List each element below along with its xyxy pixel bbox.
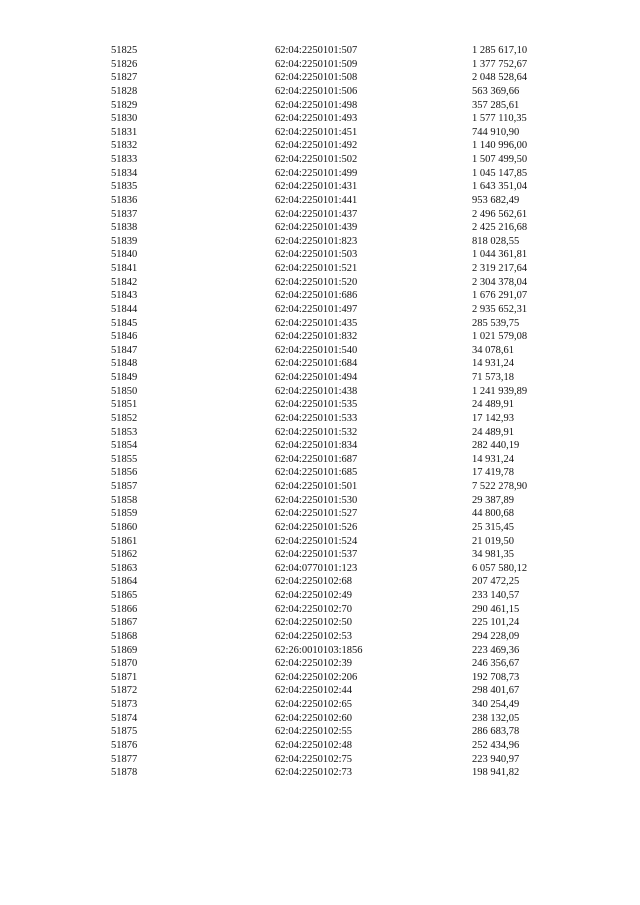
row-number: 51865: [111, 590, 138, 601]
row-number: 51828: [111, 85, 138, 97]
cadastral-number: 62:04:2250101:530: [275, 494, 358, 506]
table-row: [0, 453, 640, 467]
row-number: 51864: [111, 576, 138, 588]
cadastral-value: 2 496 562,61: [472, 208, 528, 220]
cadastral-value: 14 931,24: [472, 453, 514, 465]
cadastral-value: 2 425 216,68: [472, 222, 528, 234]
cadastral-number: 62:04:0770101:123: [275, 562, 358, 574]
table-row: [0, 494, 640, 508]
row-number: 51877: [111, 753, 138, 765]
row-number: 51876: [111, 739, 138, 751]
row-number: 51831: [111, 126, 138, 138]
row-number: 51860: [111, 521, 138, 533]
cadastral-value: 1 044 361,81: [472, 249, 528, 261]
cadastral-number: 62:04:2250101:437: [275, 208, 358, 220]
row-number: 51843: [111, 290, 138, 302]
cadastral-number: 62:04:2250101:439: [275, 222, 358, 234]
cadastral-value: 818 028,55: [472, 235, 520, 247]
row-number: 51847: [111, 344, 138, 356]
cadastral-value: 1 577 110,35: [472, 113, 527, 125]
cadastral-number: 62:04:2250101:527: [275, 508, 358, 520]
table-row: [0, 766, 640, 780]
cadastral-number: 62:04:2250102:49: [275, 590, 353, 601]
cadastral-number: 62:04:2250101:501: [275, 481, 358, 492]
row-number: 51858: [111, 494, 138, 506]
row-number: 51853: [111, 426, 138, 438]
cadastral-number: 62:04:2250101:508: [275, 72, 358, 84]
row-number: 51833: [111, 154, 138, 165]
cadastral-number: 62:04:2250101:503: [275, 249, 358, 261]
row-number: 51866: [111, 603, 138, 615]
cadastral-value: 238 132,05: [472, 712, 520, 724]
table-row: [0, 276, 640, 290]
table-row: [0, 194, 640, 208]
cadastral-number: 62:04:2250101:431: [275, 181, 358, 193]
table-row: [0, 44, 640, 58]
table-row: [0, 412, 640, 426]
cadastral-number: 62:04:2250101:685: [275, 467, 358, 479]
cadastral-number: 62:04:2250101:507: [275, 45, 358, 56]
row-number: 51851: [111, 399, 138, 411]
row-number: 51857: [111, 481, 138, 492]
cadastral-value: 744 910,90: [472, 126, 520, 138]
cadastral-value: 252 434,96: [472, 739, 520, 751]
row-number: 51837: [111, 208, 138, 220]
cadastral-value: 34 981,35: [472, 549, 514, 561]
cadastral-value: 1 021 579,08: [472, 331, 528, 343]
table-row: [0, 330, 640, 344]
cadastral-number: 62:04:2250101:832: [275, 331, 358, 343]
cadastral-value: 207 472,25: [472, 576, 520, 588]
table-row: [0, 85, 640, 99]
cadastral-number: 62:04:2250101:533: [275, 412, 358, 424]
cadastral-number: 62:26:0010103:1856: [275, 644, 363, 656]
cadastral-value: 24 489,91: [472, 426, 514, 438]
cadastral-value: 223 469,36: [472, 644, 520, 656]
table-row: [0, 671, 640, 685]
cadastral-value: 1 285 617,10: [472, 45, 528, 56]
cadastral-value: 357 285,61: [472, 99, 520, 111]
table-row: [0, 439, 640, 453]
cadastral-number: 62:04:2250101:435: [275, 317, 358, 329]
cadastral-value: 1 643 351,04: [472, 181, 528, 193]
row-number: 51838: [111, 222, 138, 234]
cadastral-value: 29 387,89: [472, 494, 514, 506]
cadastral-value: 1 140 996,00: [472, 140, 528, 152]
cadastral-value: 953 682,49: [472, 194, 520, 206]
row-number: 51868: [111, 630, 138, 642]
table-row: [0, 466, 640, 480]
cadastral-number: 62:04:2250101:438: [275, 385, 358, 397]
table-row: [0, 303, 640, 317]
row-number: 51852: [111, 412, 138, 424]
cadastral-value: 298 401,67: [472, 685, 520, 697]
row-number: 51856: [111, 467, 138, 479]
row-number: 51850: [111, 385, 138, 397]
table-row: [0, 58, 640, 72]
cadastral-value: 563 369,66: [472, 85, 520, 97]
cadastral-value: 1 507 499,50: [472, 154, 528, 165]
table-row: [0, 548, 640, 562]
cadastral-value: 25 315,45: [472, 521, 514, 533]
table-row: [0, 385, 640, 399]
table-row: [0, 426, 640, 440]
row-number: 51842: [111, 276, 138, 288]
cadastral-value: 1 676 291,07: [472, 290, 528, 302]
cadastral-value: 2 304 378,04: [472, 276, 528, 288]
table-row: [0, 371, 640, 385]
cadastral-number: 62:04:2250102:50: [275, 617, 353, 629]
row-number: 51834: [111, 167, 138, 179]
table-row: [0, 644, 640, 658]
cadastral-number: 62:04:2250102:48: [275, 739, 353, 751]
row-number: 51875: [111, 726, 138, 738]
row-number: 51835: [111, 181, 138, 193]
table-row: [0, 753, 640, 767]
table-row: [0, 112, 640, 126]
table-row: [0, 221, 640, 235]
row-number: 51844: [111, 303, 138, 315]
cadastral-number: 62:04:2250101:494: [275, 372, 358, 383]
cadastral-value: 2 935 652,31: [472, 303, 528, 315]
table-row: [0, 521, 640, 535]
row-number: 51863: [111, 562, 138, 574]
cadastral-number: 62:04:2250101:526: [275, 521, 358, 533]
table-row: [0, 684, 640, 698]
cadastral-number: 62:04:2250101:686: [275, 290, 358, 302]
cadastral-value: 1 241 939,89: [472, 385, 528, 397]
cadastral-value: 2 048 528,64: [472, 72, 528, 84]
row-number: 51871: [111, 671, 138, 683]
table-row: [0, 248, 640, 262]
table-row: [0, 535, 640, 549]
cadastral-value: 286 683,78: [472, 726, 520, 738]
row-number: 51872: [111, 685, 138, 697]
cadastral-number: 62:04:2250102:53: [275, 630, 353, 642]
row-number: 51869: [111, 644, 138, 656]
row-number: 51861: [111, 535, 138, 547]
cadastral-value: 6 057 580,12: [472, 562, 528, 574]
cadastral-value: 246 356,67: [472, 658, 520, 670]
row-number: 51829: [111, 99, 138, 111]
cadastral-number: 62:04:2250101:502: [275, 154, 358, 165]
cadastral-number: 62:04:2250101:823: [275, 235, 358, 247]
row-number: 51859: [111, 508, 138, 520]
row-number: 51827: [111, 72, 138, 84]
cadastral-value: 34 078,61: [472, 344, 514, 356]
table-row: [0, 262, 640, 276]
table-row: [0, 657, 640, 671]
cadastral-value: 294 228,09: [472, 630, 520, 642]
cadastral-value: 44 800,68: [472, 508, 514, 520]
cadastral-number: 62:04:2250101:451: [275, 126, 358, 138]
cadastral-value: 17 142,93: [472, 412, 514, 424]
cadastral-number: 62:04:2250101:441: [275, 194, 358, 206]
table-row: [0, 99, 640, 113]
table-row: [0, 507, 640, 521]
cadastral-value: 17 419,78: [472, 467, 514, 479]
cadastral-number: 62:04:2250102:39: [275, 658, 353, 670]
cadastral-number: 62:04:2250101:535: [275, 399, 358, 411]
table-row: [0, 698, 640, 712]
row-number: 51855: [111, 453, 138, 465]
cadastral-number: 62:04:2250101:537: [275, 549, 358, 561]
table-row: [0, 208, 640, 222]
table-row: [0, 126, 640, 140]
cadastral-value: 285 539,75: [472, 317, 520, 329]
row-number: 51874: [111, 712, 138, 724]
cadastral-value: 233 140,57: [472, 590, 520, 601]
cadastral-number: 62:04:2250102:44: [275, 685, 353, 697]
cadastral-value: 192 708,73: [472, 671, 520, 683]
cadastral-value: 223 940,97: [472, 753, 520, 765]
cadastral-number: 62:04:2250102:68: [275, 576, 353, 588]
cadastral-value: 1 045 147,85: [472, 167, 528, 179]
row-number: 51870: [111, 658, 138, 670]
table-row: [0, 562, 640, 576]
table-row: [0, 180, 640, 194]
table-row: [0, 712, 640, 726]
row-number: 51867: [111, 617, 138, 629]
table-row: [0, 575, 640, 589]
cadastral-number: 62:04:2250101:524: [275, 535, 358, 547]
cadastral-number: 62:04:2250101:834: [275, 440, 358, 452]
row-number: 51825: [111, 45, 138, 56]
table-row: [0, 289, 640, 303]
row-number: 51841: [111, 263, 138, 274]
cadastral-number: 62:04:2250101:520: [275, 276, 358, 288]
cadastral-value: 225 101,24: [472, 617, 520, 629]
cadastral-value: 1 377 752,67: [472, 58, 528, 70]
cadastral-number: 62:04:2250101:532: [275, 426, 358, 438]
cadastral-number: 62:04:2250102:206: [275, 671, 358, 683]
table-row: [0, 616, 640, 630]
row-number: 51845: [111, 317, 138, 329]
table-row: [0, 139, 640, 153]
row-number: 51830: [111, 113, 138, 125]
table-row: [0, 317, 640, 331]
row-number: 51848: [111, 358, 138, 370]
table-row: [0, 167, 640, 181]
row-number: 51862: [111, 549, 138, 561]
row-number: 51854: [111, 440, 138, 452]
table-row: [0, 357, 640, 371]
cadastral-value: 2 319 217,64: [472, 263, 528, 274]
row-number: 51826: [111, 58, 138, 70]
cadastral-number: 62:04:2250101:497: [275, 303, 358, 315]
table-row: [0, 398, 640, 412]
cadastral-number: 62:04:2250102:73: [275, 767, 353, 779]
cadastral-number: 62:04:2250102:65: [275, 699, 353, 710]
cadastral-value: 71 573,18: [472, 372, 514, 383]
cadastral-number: 62:04:2250102:60: [275, 712, 353, 724]
table-row: [0, 344, 640, 358]
row-number: 51849: [111, 372, 138, 383]
cadastral-number: 62:04:2250101:498: [275, 99, 358, 111]
table-row: [0, 739, 640, 753]
cadastral-value: 7 522 278,90: [472, 481, 528, 492]
cadastral-value: 14 931,24: [472, 358, 514, 370]
row-number: 51873: [111, 699, 138, 710]
row-number: 51832: [111, 140, 138, 152]
data-table: [0, 44, 640, 780]
row-number: 51846: [111, 331, 138, 343]
cadastral-number: 62:04:2250101:493: [275, 113, 358, 125]
cadastral-value: 290 461,15: [472, 603, 520, 615]
table-row: [0, 71, 640, 85]
cadastral-number: 62:04:2250101:540: [275, 344, 358, 356]
cadastral-value: 21 019,50: [472, 535, 514, 547]
table-row: [0, 153, 640, 167]
row-number: 51839: [111, 235, 138, 247]
cadastral-number: 62:04:2250102:55: [275, 726, 353, 738]
cadastral-number: 62:04:2250102:75: [275, 753, 353, 765]
cadastral-value: 282 440,19: [472, 440, 520, 452]
row-number: 51836: [111, 194, 138, 206]
cadastral-value: 198 941,82: [472, 767, 520, 779]
table-row: [0, 725, 640, 739]
cadastral-number: 62:04:2250101:684: [275, 358, 358, 370]
cadastral-number: 62:04:2250101:687: [275, 453, 358, 465]
table-row: [0, 630, 640, 644]
cadastral-number: 62:04:2250101:506: [275, 85, 358, 97]
cadastral-number: 62:04:2250101:499: [275, 167, 358, 179]
cadastral-number: 62:04:2250102:70: [275, 603, 353, 615]
cadastral-number: 62:04:2250101:521: [275, 263, 358, 274]
table-row: [0, 603, 640, 617]
row-number: 51840: [111, 249, 138, 261]
cadastral-value: 340 254,49: [472, 699, 520, 710]
cadastral-value: 24 489,91: [472, 399, 514, 411]
table-row: [0, 589, 640, 603]
cadastral-number: 62:04:2250101:492: [275, 140, 358, 152]
cadastral-number: 62:04:2250101:509: [275, 58, 358, 70]
row-number: 51878: [111, 767, 138, 779]
table-row: [0, 480, 640, 494]
table-row: [0, 235, 640, 249]
